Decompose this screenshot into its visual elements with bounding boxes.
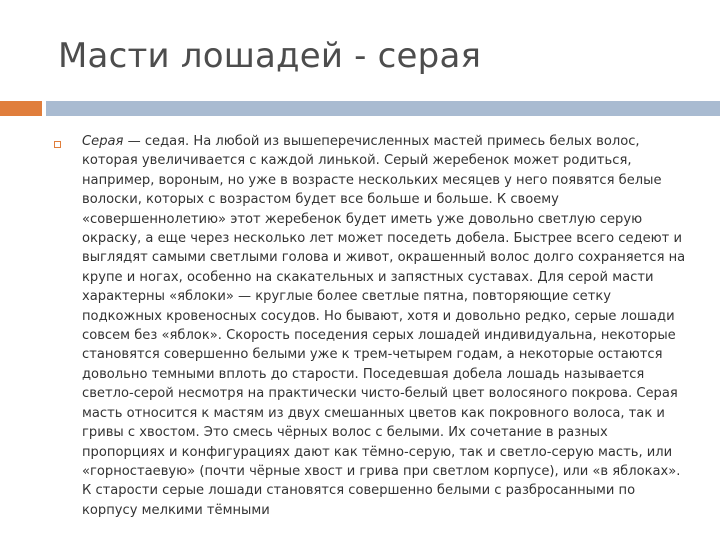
- slide-title: Масти лошадей - серая: [58, 36, 482, 76]
- bullet-paragraph: [82, 132, 687, 536]
- square-bullet-icon: [54, 141, 61, 148]
- accent-bar: [0, 101, 42, 116]
- title-divider-bar: [46, 101, 720, 116]
- bullet-body-text: — седая. На любой из вышеперечисленных мастей примесь белых волос, которая увеличивается с каждой линькой. Серый жеребенок может родиться, например, вороным, но уже в возрасте нескольких месяцев у него появятся белые волоски, которых с возрастом будет все больше и больше. К своему «совершеннолетию» этот жеребенок будет иметь уже довольно светлую серую окраску, а еще через несколько лет может поседеть добела. Быстрее всего седеют и выглядят самыми светлыми голова и живот, окрашенный волос долго сохраняется на крупе и ногах, особенно на скакательных и запястных суставах. Для серой масти характерны «яблоки» — круглые более светлые пятна, повторяющие сетку подкожных кровеносных сосудов. Но бывают, хотя и довольно редко, серые лошади совсем без «яблок». Скорость поседения серых лошадей индивидуальна, некоторые становятся совершенно белыми уже к трем-четырем годам, а некоторые остаются довольно темными вплоть до старости. Поседевшая добела лошадь называется светло-серой несмотря на практически чисто-белый цвет волосяного покрова. Серая масть относится к мастям из двух смешанных цветов как покровного волоса, так и гривы с хвостом. Это смесь чёрных волос с белыми. Их сочетание в разных пропорциях и конфигурациях дают как тёмно-серую, так и светло-серую масть, или «горностаевую» (почти чёрные хвост и грива при светлом корпусе), или «в яблоках». К старости серые лошади становятся совершенно белыми с разбросанными по корпусу мелкими тёмными: [82, 134, 686, 518]
- bullet-lead-term: Серая: [82, 134, 124, 149]
